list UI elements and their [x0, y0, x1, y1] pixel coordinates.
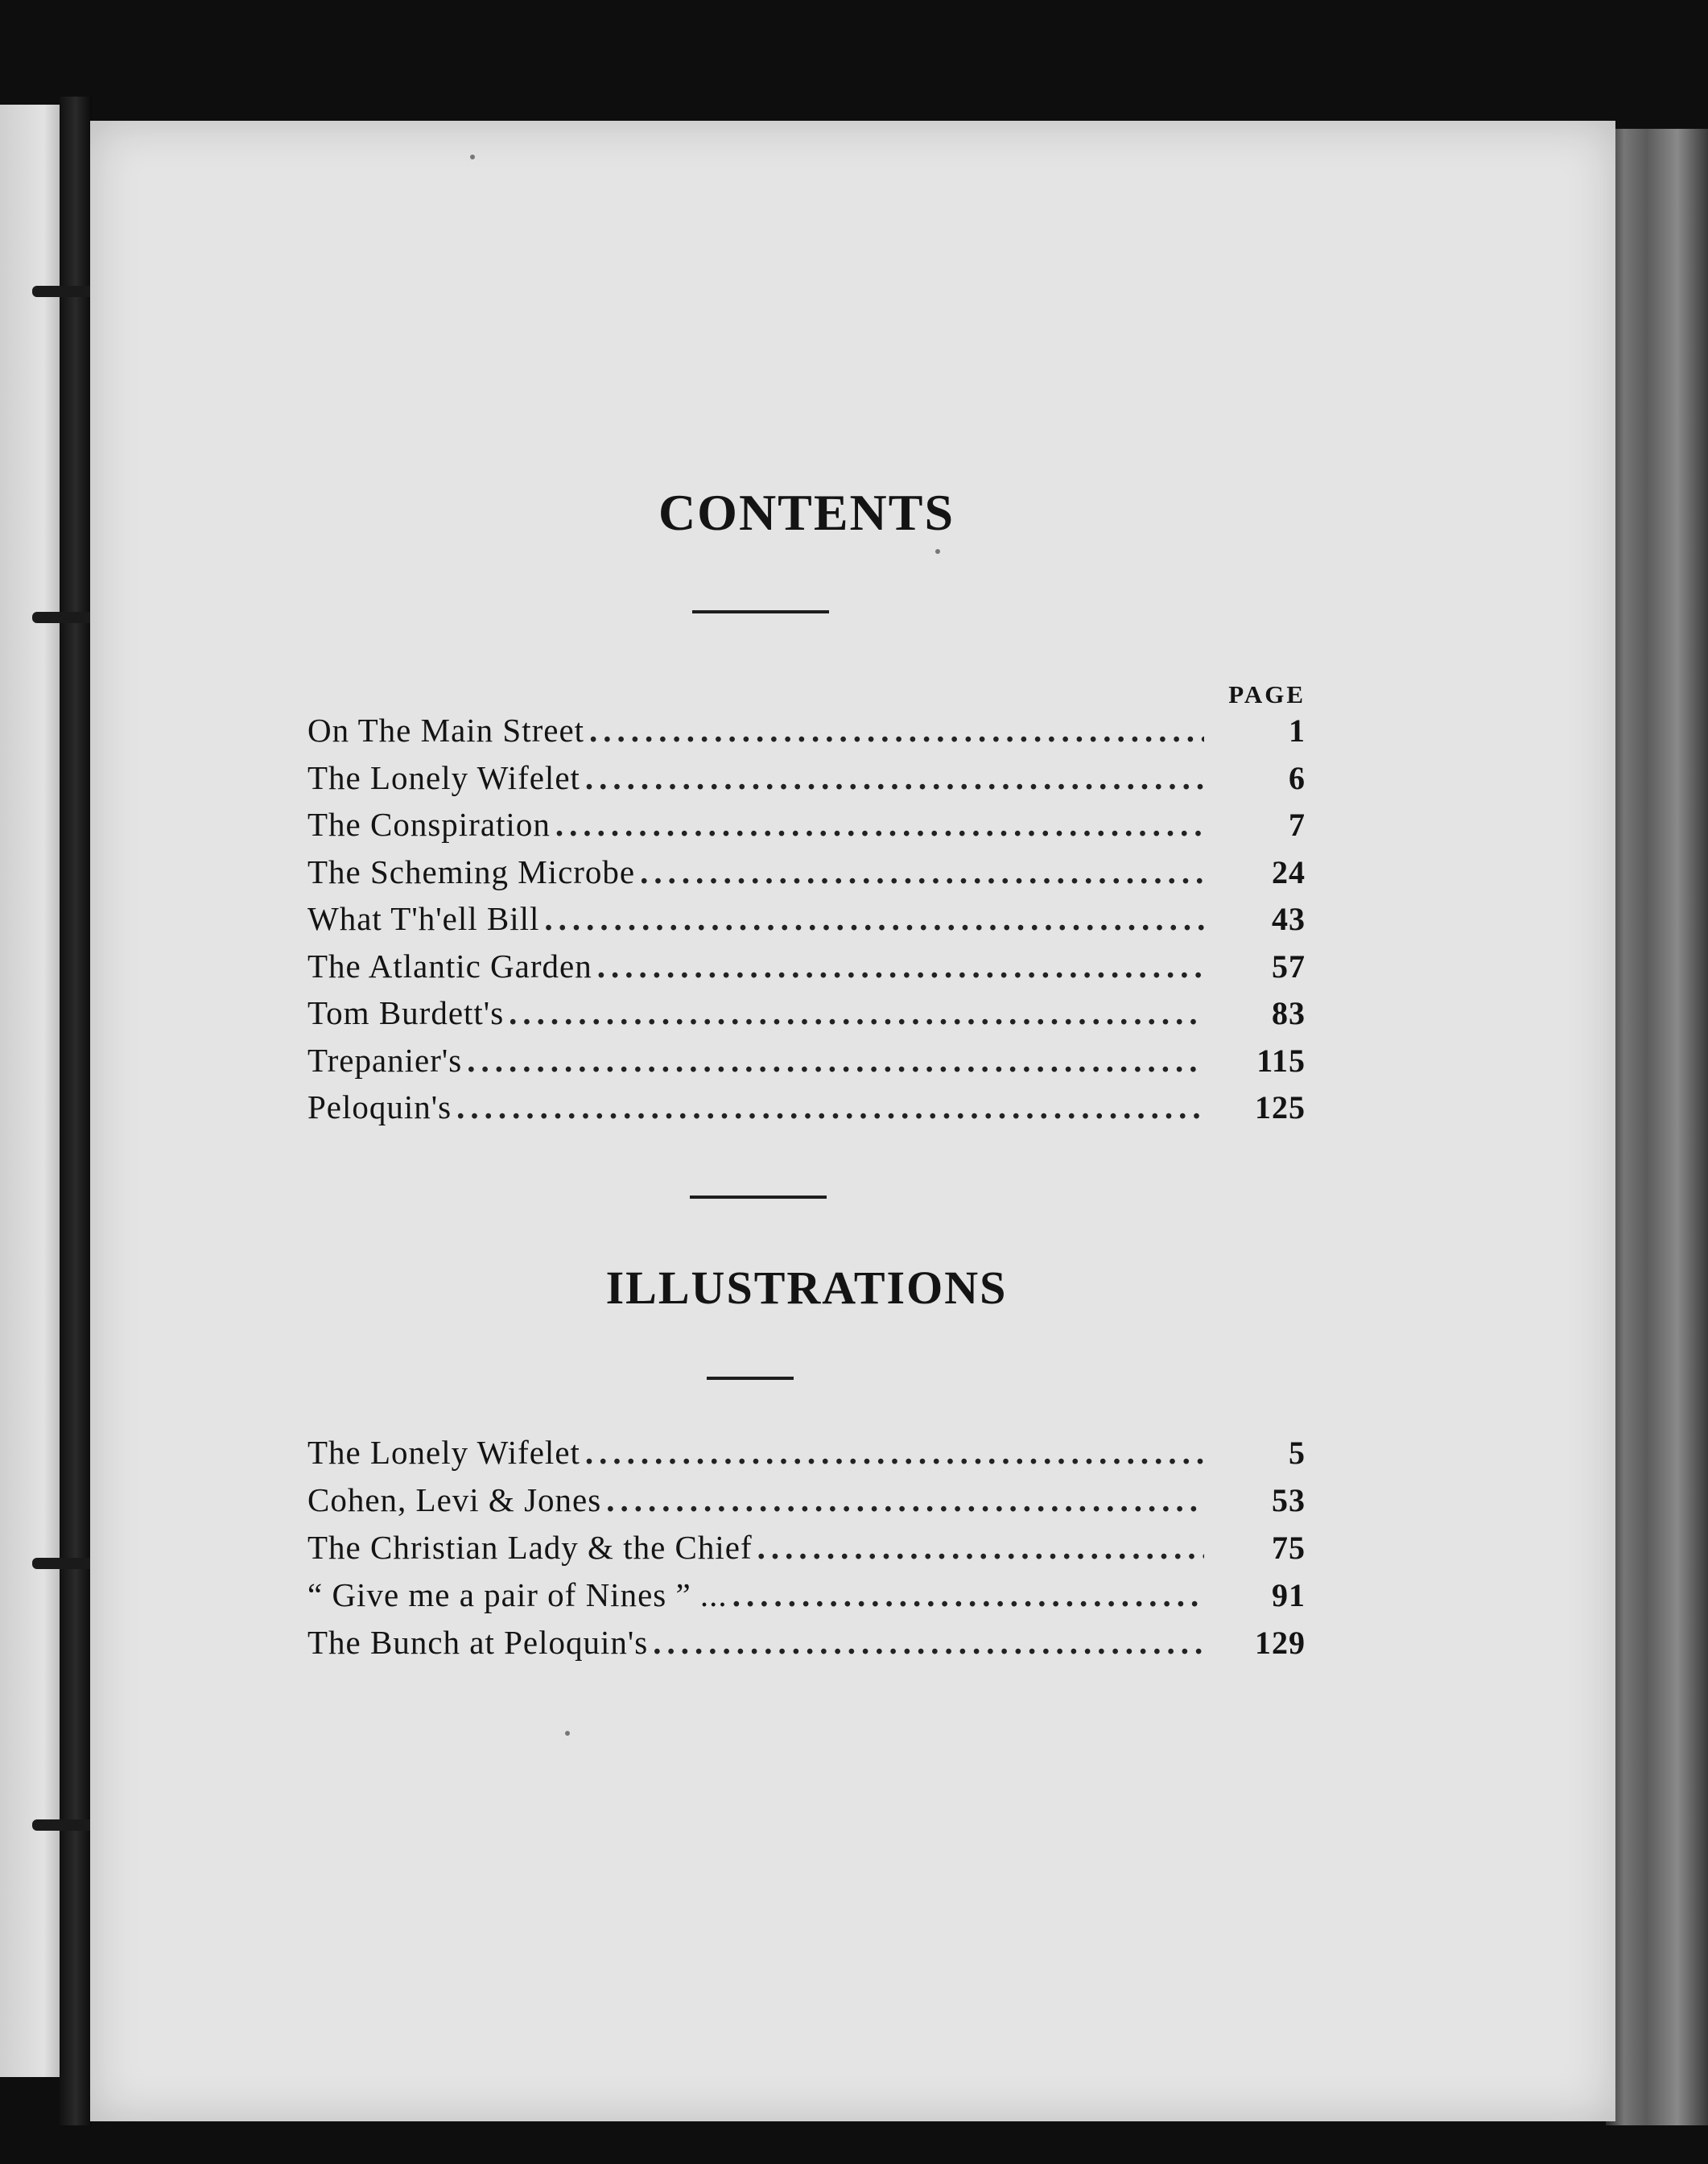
- entry-title: The Bunch at Peloquin's: [307, 1624, 649, 1661]
- contents-entry: [307, 993, 1306, 1041]
- entry-page-number: 57: [1272, 948, 1306, 985]
- book-cover-edge: [1606, 129, 1708, 2125]
- dot-leader: [640, 853, 1204, 891]
- illustrations-list: [307, 1433, 1306, 1670]
- entry-title: Trepanier's: [307, 1041, 463, 1079]
- entry-title: The Conspiration: [307, 806, 551, 843]
- dot-leader: [585, 1433, 1204, 1472]
- contents-entry: [307, 758, 1306, 806]
- entry-page-number: 125: [1255, 1089, 1306, 1125]
- contents-entry: [307, 711, 1306, 758]
- previous-page-edge: [0, 105, 63, 2077]
- entry-page-number: 7: [1289, 807, 1306, 843]
- entry-page-number: 5: [1289, 1435, 1306, 1471]
- dot-leader: [757, 1528, 1204, 1567]
- entry-title: What T'h'ell Bill: [307, 900, 540, 937]
- contents-entry: [307, 947, 1306, 994]
- entry-title: The Lonely Wifelet: [307, 758, 580, 796]
- entry-title: “ Give me a pair of Nines ” ...: [307, 1576, 728, 1613]
- entry-title: On The Main Street: [307, 712, 585, 749]
- contents-entry: [307, 853, 1306, 900]
- dot-leader: [509, 993, 1204, 1032]
- entry-title: The Atlantic Garden: [307, 947, 592, 985]
- contents-entry: [307, 805, 1306, 853]
- dot-leader: [555, 805, 1204, 844]
- entry-title: The Scheming Microbe: [307, 853, 636, 890]
- entry-page-number: 43: [1272, 901, 1306, 937]
- entry-page-number: 6: [1289, 759, 1306, 796]
- dot-leader: [606, 1481, 1204, 1519]
- illustration-entry: [307, 1433, 1306, 1481]
- dot-leader: [456, 1088, 1204, 1126]
- entry-title: Cohen, Levi & Jones: [307, 1481, 602, 1518]
- contents-heading: CONTENTS: [658, 484, 955, 541]
- illustration-entry: [307, 1623, 1306, 1670]
- entry-page-number: 1: [1289, 712, 1306, 749]
- dot-leader: [544, 899, 1204, 938]
- contents-entry: [307, 1088, 1306, 1135]
- entry-page-number: 129: [1255, 1625, 1306, 1661]
- heading-divider: [707, 1377, 794, 1380]
- contents-list: [307, 711, 1306, 1135]
- illustration-entry: [307, 1576, 1306, 1623]
- illustrations-heading: ILLUSTRATIONS: [605, 1262, 1008, 1314]
- entry-title: Peloquin's: [307, 1088, 452, 1125]
- entry-page-number: 115: [1256, 1042, 1306, 1079]
- contents-entry: [307, 899, 1306, 947]
- paper-speck: [470, 155, 475, 159]
- entry-title: The Christian Lady & the Chief: [307, 1529, 753, 1566]
- entry-page-number: 53: [1272, 1482, 1306, 1518]
- illustration-entry: [307, 1481, 1306, 1528]
- entry-page-number: 75: [1272, 1530, 1306, 1566]
- entry-page-number: 83: [1272, 995, 1306, 1031]
- paper-speck: [565, 1731, 570, 1736]
- entry-title: The Lonely Wifelet: [307, 1434, 580, 1471]
- contents-page: [90, 121, 1615, 2121]
- dot-leader: [597, 947, 1204, 985]
- heading-divider: [692, 610, 829, 613]
- entry-page-number: 24: [1272, 853, 1306, 890]
- page-column-label: PAGE: [1228, 680, 1306, 708]
- dot-leader: [589, 711, 1204, 750]
- dot-leader: [732, 1576, 1204, 1614]
- entry-page-number: 91: [1272, 1577, 1306, 1613]
- illustration-entry: [307, 1528, 1306, 1576]
- dot-leader: [467, 1041, 1204, 1080]
- dot-leader: [653, 1623, 1204, 1662]
- section-divider: [690, 1196, 827, 1199]
- dot-leader: [585, 758, 1204, 797]
- paper-speck: [935, 549, 940, 554]
- entry-title: Tom Burdett's: [307, 994, 505, 1031]
- contents-entry: [307, 1041, 1306, 1088]
